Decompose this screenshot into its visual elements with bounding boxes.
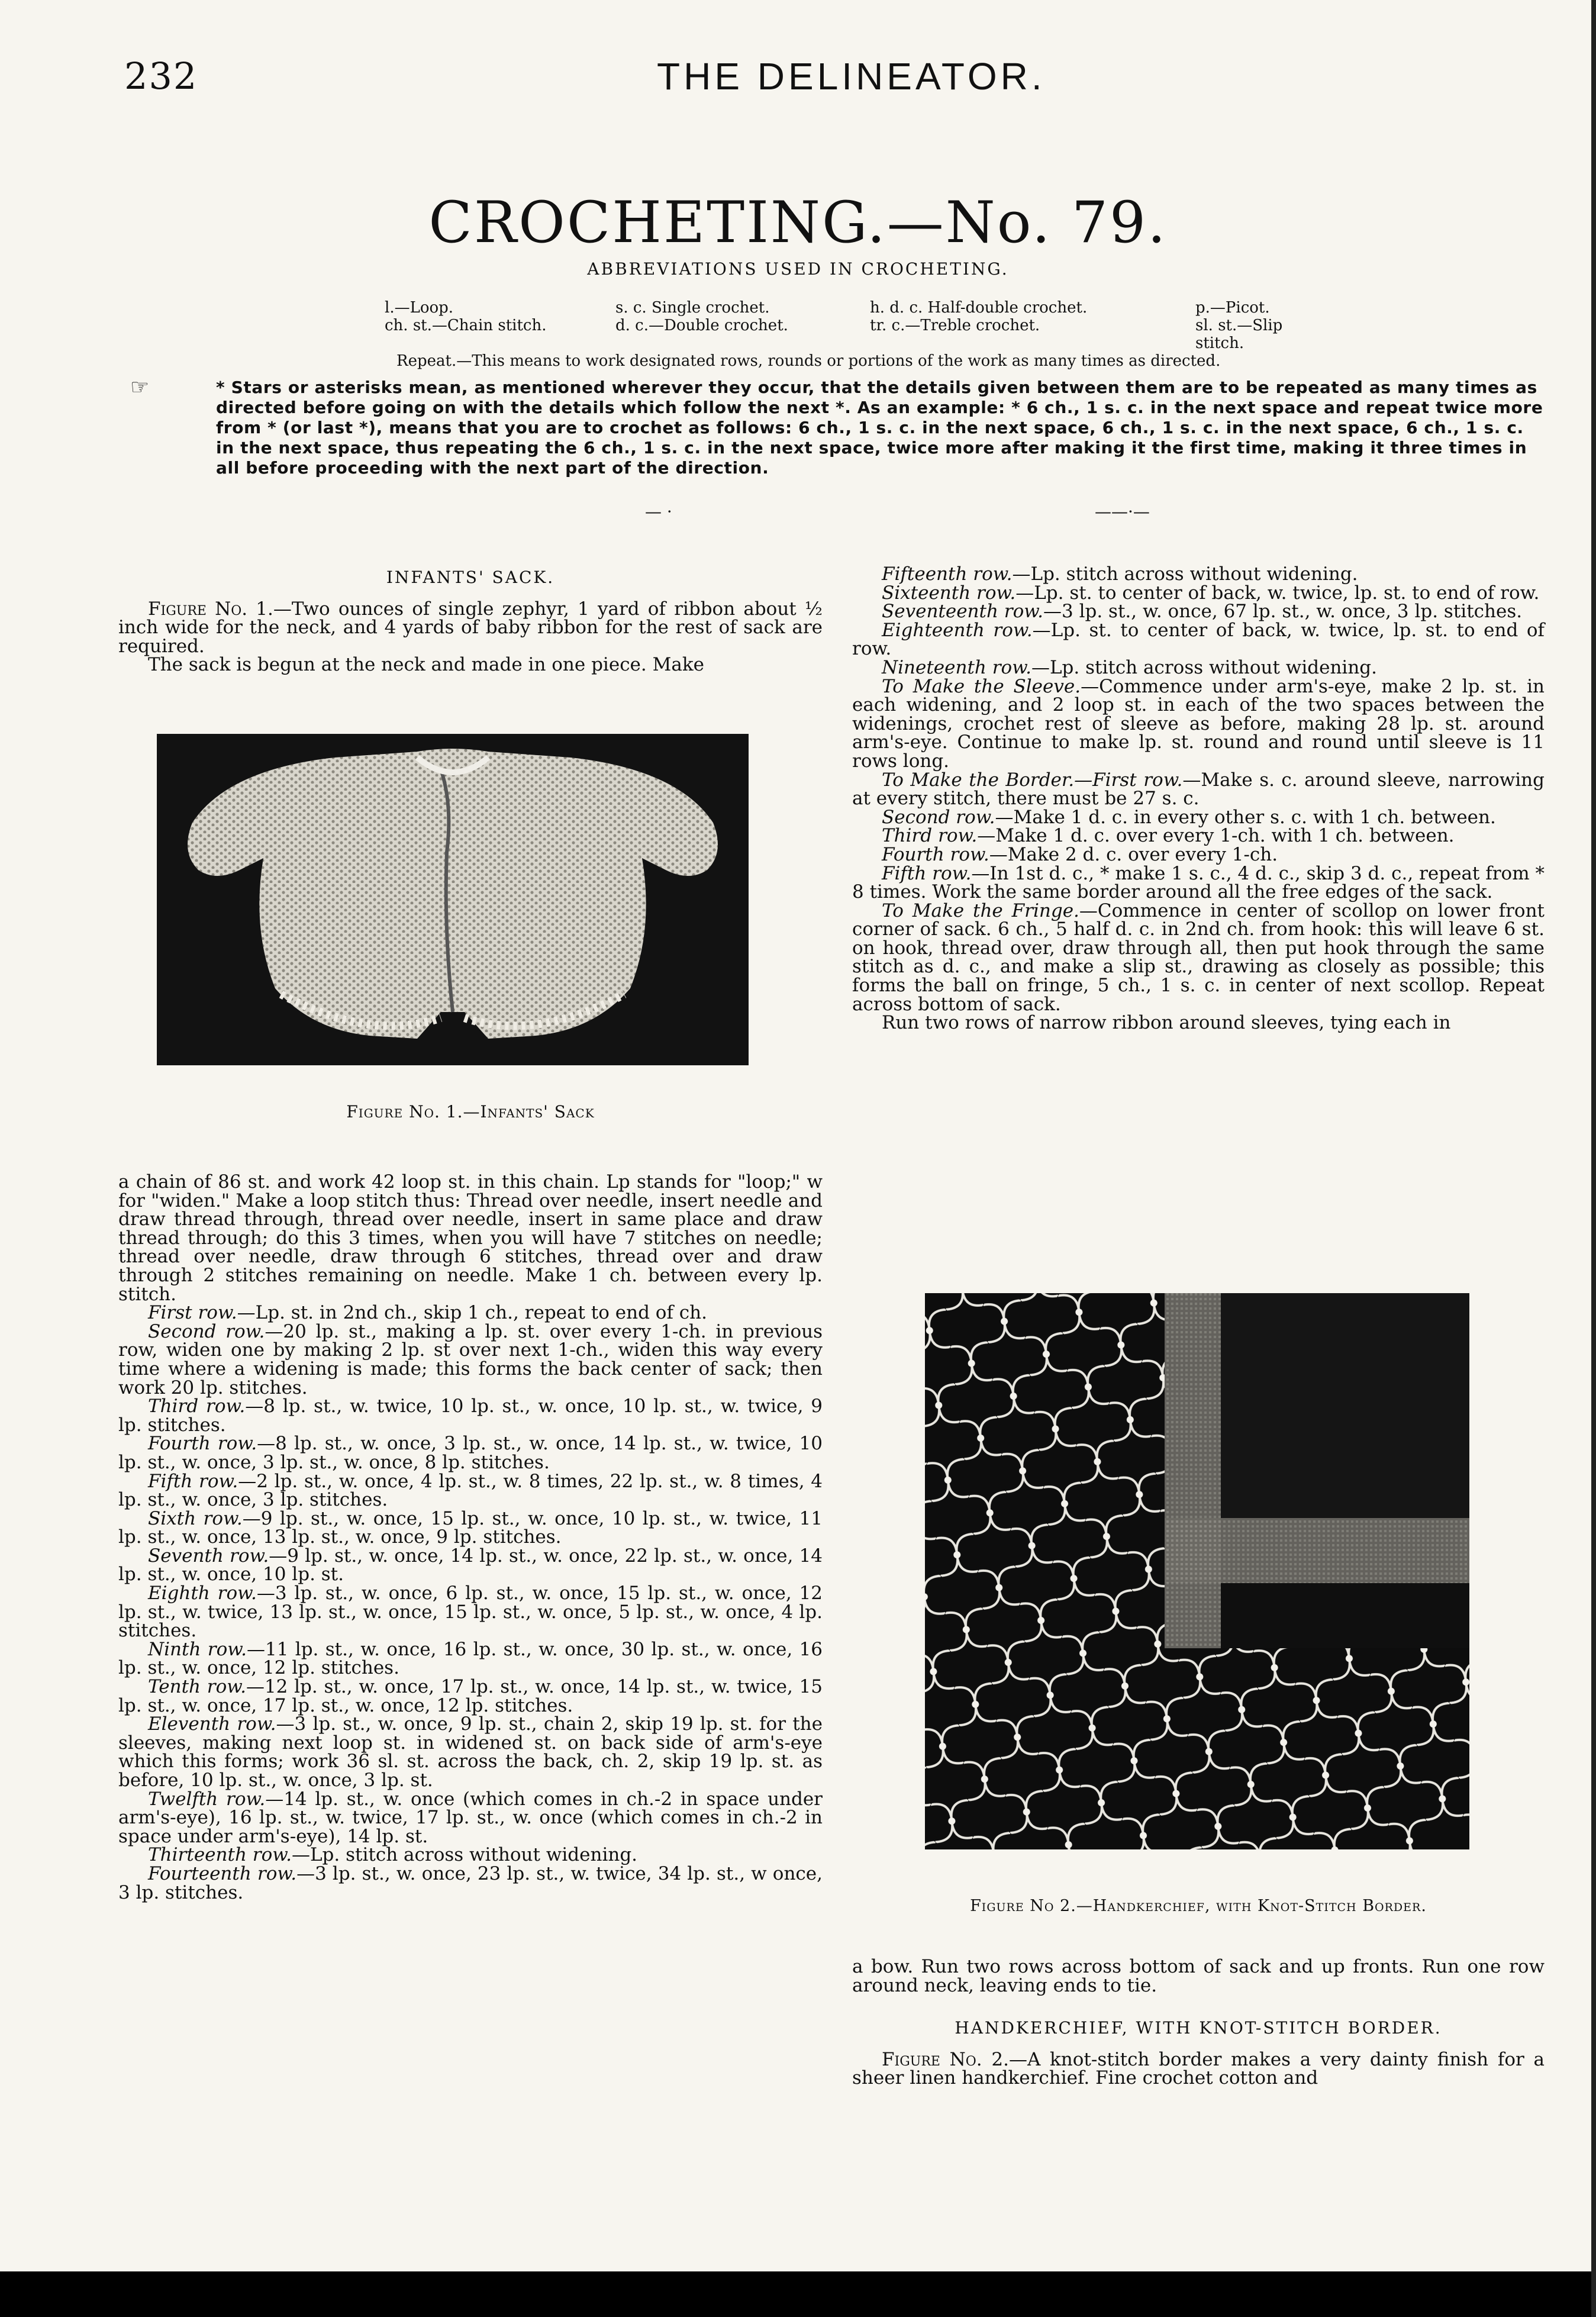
abbr-loop: l.—Loop. [385,299,454,317]
figure-2-handkerchief-image [925,1293,1469,1849]
abbreviations-table [385,299,1331,370]
row-label: Seventeenth row. [882,601,1043,623]
row-label: Fifteenth row. [882,563,1013,585]
row-instruction [118,1846,823,1865]
row-instruction [852,902,1545,1014]
row-label: Fifth row. [148,1470,238,1492]
section-heading-infants-sack: INFANTS' SACK. [386,568,555,587]
section-heading-handkerchief: HANDKERCHIEF, WITH KNOT-STITCH BORDER. [955,2018,1442,2038]
row-text: —8 lp. st., w. twice, 10 lp. st., w. once, 10 lp. st., w. twice, 9 lp. stitches. [118,1396,823,1436]
row-text: —Make 2 d. c. over every 1-ch. [989,843,1278,865]
abbr-repeat: Repeat.—This means to work designated rows, rounds or portions of the work as many times as directed. [396,352,1221,370]
page-number: 232 [124,54,198,98]
row-text: —3 lp. st., w. once, 23 lp. st., w. twice, 34 lp. st., w once, 3 lp. stitches. [118,1862,823,1903]
row-instruction [118,1507,823,1548]
row-label: Seventh row. [148,1545,269,1567]
row-instruction [118,1678,823,1715]
abbreviations-heading: ABBREVIATIONS USED IN CROCHETING. [587,259,1009,279]
row-text: —8 lp. st., w. once, 3 lp. st., w. once, 14 lp. st., w. twice, 10 lp. st., w. once, 3 lp. st., w. once, 8 lp. stitches. [118,1433,823,1473]
row-instruction [118,1304,823,1323]
handkerchief-illustration [925,1293,1469,1849]
row-instruction [118,1862,823,1903]
abbreviations-row [385,299,1331,317]
right-column-top [852,565,1545,1033]
row-instruction [852,584,1545,603]
figure-1-infants-sack-image [157,734,749,1065]
row-instruction [852,656,1545,678]
running-head: THE DELINEATOR. [657,55,1046,98]
ribbon-paragraph: Run two rows of narrow ribbon around sleeves, tying each in [882,1012,1451,1034]
sack-illustration [157,734,749,1065]
row-label: Nineteenth row. [882,656,1031,678]
stars-note-text: * Stars or asterisks mean, as mentioned wherever they occur, that the details given between them are to be repeated as many times as directed before going on with the details which follow the next *. As an example: * 6 ch., 1 s. c. in the next space and repeat twice more from * (or last *), means that you are to crochet as follows: 6 ch., 1 s. c. in the next space, 6 ch., 1 s. c. in the next space, 6 ch., 1 s. c. in the next space, thus repeating the 6 ch., 1 s. c. in the next space, twice more after making it the first time, making it three times in all before proceeding with the next part of the direction. [216,378,1543,478]
row-instruction [852,843,1545,865]
stars-note [130,375,1547,478]
row-instruction [118,1397,823,1435]
row-label: Fourteenth row. [148,1862,297,1884]
row-instruction [852,808,1545,827]
row-label: Fifth row. [882,862,972,884]
row-label: Eighteenth row. [882,619,1033,641]
row-text: —Make s. c. around sleeve, narrowing at every stitch, there must be 27 s. c. [852,769,1545,810]
row-text: —Lp. st. in 2nd ch., skip 1 ch., repeat to end of ch. [237,1302,707,1324]
row-instruction [852,771,1545,808]
row-label: Thirteenth row. [148,1844,292,1866]
row-instruction [118,1320,823,1398]
row-instruction [118,1472,823,1510]
row-instruction [852,621,1545,659]
row-text: —In 1st d. c., * make 1 s. c., 4 d. c., skip 3 d. c., repeat from * 8 times. Work the same border around all the free edges of the sack. [852,862,1545,903]
row-label: To Make the Border.—First row. [882,769,1183,791]
abbr-single-crochet: s. c. Single crochet. [615,299,770,317]
abbr-double-crochet: d. c.—Double crochet. [615,317,788,334]
row-text: —Lp. stitch across without widening. [1031,656,1377,678]
row-text: —20 lp. st., making a lp. st. over every 1-ch. in previous row, widen one by making 2 lp. st over next 1-ch., widen this way every time where a widening is made; this forms the back center of sack; then work 20 lp. stitches. [118,1320,823,1398]
row-instruction [118,1547,823,1584]
row-instruction [852,862,1545,903]
row-label: Third row. [148,1396,246,1417]
row-instruction [118,1790,823,1846]
row-text: —11 lp. st., w. once, 16 lp. st., w. once, 30 lp. st., w. once, 16 lp. st., w. once, 12 lp. stitches. [118,1638,823,1679]
row-label: To Make the Fringe. [882,900,1079,921]
row-label: Fourth row. [882,843,989,865]
intro-paragraph-2: The sack is begun at the neck and made in one piece. Make [148,654,704,676]
row-text: —14 lp. st., w. once (which comes in ch.-2 in space under arm's-eye), 16 lp. st., w. twice, 17 lp. st., w. once (which comes in ch.-2 in space under arm's-eye), 14 lp. st. [118,1788,823,1847]
row-label: Twelfth row. [148,1788,266,1810]
row-text: —Lp. stitch across without widening. [291,1844,638,1866]
scan-right-edge [1591,0,1596,2317]
figure-1-caption: Figure No. 1.—Infants' Sack [346,1102,595,1122]
row-label: Sixteenth row. [882,582,1016,604]
row-text: —3 lp. st., w. once, 6 lp. st., w. once, 15 lp. st., w. once, 12 lp. st., w. twice, 13 lp. st., w. once, 15 lp. st., w. once, 5 lp. st., w. once, 4 lp. stitches. [118,1583,823,1642]
ribbon-paragraph-cont: a bow. Run two rows across bottom of sack and up fronts. Run one row around neck, leaving ends to tie. [852,1956,1545,1996]
figure-ref: Figure No. 2. [882,2048,1009,2070]
row-text: —Lp. st. to center of back, w. twice, lp. st. to end of row. [1015,582,1540,604]
abbr-chain-stitch: ch. st.—Chain stitch. [385,317,547,334]
left-column-bottom [118,1173,823,1902]
abbr-picot: p.—Picot. [1195,299,1270,317]
row-text: —2 lp. st., w. once, 4 lp. st., w. 8 times, 22 lp. st., w. 8 times, 4 lp. st., w. once, 3 lp. stitches. [118,1470,823,1511]
page-title: CROCHETING.—No. 79. [428,189,1168,256]
row-instruction [852,565,1545,584]
row-text: —Commence in center of scollop on lower front corner of sack. 6 ch., 5 half d. c. in 2nd ch. from hook: this will leave 6 st. on hook, thread over, draw through all, then put hook through the same stitch as d. c., and make a slip st., drawing as closely as possible; this forms the ball on fringe, 5 ch., 1 s. c. in center of next scollop. Repeat across bottom of sack. [852,900,1545,1015]
abbr-treble-crochet: tr. c.—Treble crochet. [870,317,1040,334]
left-column-top [118,568,823,675]
row-text: —12 lp. st., w. once, 17 lp. st., w. once, 14 lp. st., w. twice, 15 lp. st., w. once, 17 lp. st., w. once, 12 lp. stitches. [118,1676,823,1716]
pointing-hand-icon: ☞ [130,375,150,399]
intro-paragraph [118,600,823,656]
row-text: —Lp. st. to center of back, w. twice, lp. st. to end of row. [852,619,1545,660]
row-text: —9 lp. st., w. once, 14 lp. st., w. once, 22 lp. st., w. once, 14 lp. st., w. once, 10 lp. st. [118,1545,823,1586]
row-label: Sixth row. [148,1507,243,1529]
scan-bottom-bar [0,2271,1596,2317]
row-label: To Make the Sleeve. [882,675,1081,697]
row-instruction [852,602,1545,621]
row-label: Second row. [148,1320,265,1342]
row-label: Second row. [882,806,995,828]
row-text: —Make 1 d. c. in every other s. c. with 1 ch. between. [995,806,1496,828]
figure-ref: Figure No. 1. [148,598,273,620]
row-label: Fourth row. [148,1433,257,1455]
row-instruction [118,1435,823,1472]
row-text: —3 lp. st., w. once, 67 lp. st., w. once, 3 lp. stitches. [1043,601,1523,623]
row-instruction [118,1584,823,1641]
figure-2-caption: Figure No 2.—Handkerchief, with Knot-Stitch Border. [970,1897,1427,1915]
row-label: Third row. [882,825,978,847]
right-column-bottom [852,1958,1545,2088]
dash-ornament: ——·— [1095,502,1150,521]
row-text: —Make 1 d. c. over every 1-ch. with 1 ch. between. [977,825,1455,847]
row-instruction [852,827,1545,846]
abbreviations-row [385,317,1331,352]
row-label: Eleventh row. [148,1713,276,1735]
row-text: —Lp. stitch across without widening. [1012,563,1358,585]
row-instruction [852,675,1545,772]
handkerchief-intro-text: —A knot-stitch border makes a very dainty finish for a sheer linen handkerchief. Fine crochet cotton and [852,2048,1545,2089]
handkerchief-intro [852,2048,1545,2089]
row-instruction [118,1715,823,1790]
row-text: —9 lp. st., w. once, 15 lp. st., w. once, 10 lp. st., w. twice, 11 lp. st., w. once, 13 lp. st., w. once, 9 lp. stitches. [118,1507,823,1548]
abbr-half-double-crochet: h. d. c. Half-double crochet. [870,299,1088,317]
row-label: Tenth row. [148,1676,246,1698]
row-text: —Commence under arm's-eye, make 2 lp. st. in each widening, and 2 loop st. in each of the two spaces between the widenings, crochet rest of sleeve as before, making 28 lp. st. around arm's-eye. Continue to make lp. st. round and round until sleeve is 11 rows long. [852,675,1545,772]
row-instruction [118,1638,823,1679]
row-text: —3 lp. st., w. once, 9 lp. st., chain 2, skip 19 lp. st. for the sleeves, making next loop st. in widened st. on back side of arm's-eye which this forms; work 36 sl. st. across the back, ch. 2, skip 19 lp. st. as before, 10 lp. st., w. once, 3 lp. st. [118,1713,823,1791]
row-label: Ninth row. [148,1638,247,1660]
row-label: First row. [148,1302,237,1324]
row-label: Eighth row. [148,1583,257,1604]
abbr-slip-stitch: sl. st.—Slip stitch. [1195,317,1283,352]
instructions-paragraph: a chain of 86 st. and work 42 loop st. in this chain. Lp stands for "loop;" w for "widen." Make a loop stitch thus: Thread over needle, insert needle and draw thread through, thread over needle, insert in same place and draw thread through; do this 3 times, when you will have 7 stitches on needle; thread over needle, draw through 6 stitches, thread over and draw through 2 stitches remaining on needle. Make 1 ch. between every lp. stitch. [118,1171,823,1305]
intro-text: —Two ounces of single zephyr, 1 yard of ribbon about ½ inch wide for the neck, and 4 yards of baby ribbon for the rest of sack are required. [118,598,823,657]
dash-ornament: — · [645,502,672,521]
